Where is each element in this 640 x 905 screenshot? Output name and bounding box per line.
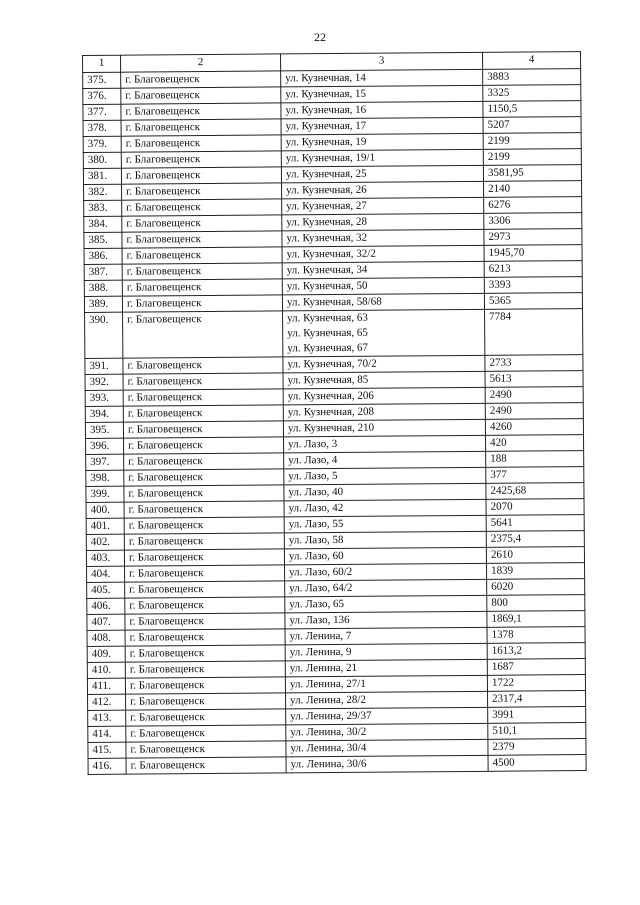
row-city-cell: г. Благовещенск [123,357,283,374]
row-value-cell: 2379 [488,739,586,756]
row-value-cell: 2490 [485,387,583,404]
row-value-cell: 2490 [485,403,583,420]
row-address-cell [285,627,487,645]
row-number-cell: 387. [84,264,122,280]
address-line: ул. Кузнечная, 63 [287,311,368,325]
row-value-cell: 1150,5 [483,101,581,118]
row-address-cell [281,117,483,135]
row-number-cell: 408. [87,630,125,646]
row-address-cell [285,643,487,661]
row-number-cell: 393. [85,390,123,406]
row-city-cell: г. Благовещенск [122,247,282,264]
address-line: ул. Кузнечная, 27 [286,199,367,213]
row-number-cell: 382. [84,184,122,200]
row-city-cell: г. Благовещенск [121,151,281,168]
row-value-cell: 188 [486,451,584,468]
address-line: ул. Ленина, 29/37 [290,709,372,723]
page-number: 22 [314,30,326,44]
row-city-cell: г. Благовещенск [124,533,284,550]
row-value-cell: 6020 [487,579,585,596]
row-number-cell: 410. [87,662,125,678]
row-value-cell: 3393 [484,277,582,294]
address-line: ул. Кузнечная, 34 [286,263,368,277]
row-value-cell: 3883 [483,69,581,86]
row-number-cell: 381. [83,168,121,184]
row-number-cell: 386. [84,248,122,264]
row-number-cell: 413. [88,710,126,726]
row-value-cell: 3991 [488,707,586,724]
row-address-cell [285,595,487,613]
row-value-cell: 2425,68 [486,483,584,500]
row-number-cell: 416. [88,758,126,774]
row-city-cell: г. Благовещенск [126,725,286,742]
row-value-cell: 2140 [484,181,582,198]
row-value-cell: 1722 [487,675,585,692]
row-address-cell [282,277,484,295]
row-number-cell: 391. [85,358,123,374]
row-address-cell [282,245,484,263]
row-value-cell: 2610 [486,547,584,564]
row-value-cell: 3581,95 [483,165,581,182]
row-value-cell: 3325 [483,85,581,102]
row-value-cell: 5207 [483,117,581,134]
row-city-cell: г. Благовещенск [122,231,282,248]
row-address-cell [284,483,486,501]
row-city-cell: г. Благовещенск [122,295,282,312]
row-city-cell: г. Благовещенск [126,693,286,710]
row-address-cell [283,355,485,373]
row-number-cell: 380. [83,152,121,168]
row-city-cell: г. Благовещенск [123,405,283,422]
address-line: ул. Кузнечная, 25 [285,167,367,181]
row-city-cell: г. Благовещенск [124,549,284,566]
address-line: ул. Кузнечная, 210 [287,421,375,435]
address-line: ул. Лазо, 64/2 [289,581,353,595]
row-number-cell: 394. [85,406,123,422]
address-line: ул. Кузнечная, 32 [286,231,368,245]
row-number-cell: 384. [84,216,122,232]
row-value-cell: 3306 [484,213,582,230]
row-value-cell: 4260 [485,419,583,436]
address-line: ул. Лазо, 4 [288,454,338,467]
row-address-cell [281,149,483,167]
address-line: ул. Кузнечная, 16 [285,103,367,117]
address-line: ул. Кузнечная, 70/2 [287,357,377,371]
row-city-cell: г. Благовещенск [123,421,283,438]
row-city-cell: г. Благовещенск [125,597,285,614]
row-value-cell: 6213 [484,261,582,278]
row-city-cell: г. Благовещенск [121,135,281,152]
column-header-city: 2 [121,54,281,72]
address-line: ул. Лазо, 3 [288,438,338,451]
row-number-cell: 415. [88,742,126,758]
row-address-cell [282,181,484,199]
row-address-cell [286,707,488,725]
address-line: ул. Кузнечная, 206 [287,389,374,403]
row-city-cell: г. Благовещенск [123,311,283,358]
address-line: ул. Кузнечная, 14 [285,71,366,85]
address-line: ул. Ленина, 9 [289,645,352,659]
address-line: ул. Лазо, 65 [289,597,345,611]
row-address-cell [283,387,485,405]
row-number-cell: 407. [87,614,125,630]
row-value-cell: 2317,4 [488,691,586,708]
address-line: ул. Ленина, 30/2 [290,725,367,739]
row-number-cell: 390. [85,312,123,358]
address-line: ул. Ленина, 21 [289,661,358,675]
row-address-cell [285,611,487,629]
address-line: ул. Ленина, 30/4 [290,741,367,755]
row-address-cell [284,531,486,549]
address-line: ул. Кузнечная, 58/68 [286,295,382,309]
row-address-cell [281,101,483,119]
column-header-address: 3 [280,52,482,71]
row-address-cell [282,261,484,279]
row-address-cell [281,133,483,151]
row-value-cell: 1613,2 [487,643,585,660]
row-city-cell: г. Благовещенск [125,629,285,646]
row-address-cell [285,579,487,597]
row-address-cell [282,213,484,231]
row-value-cell: 800 [487,595,585,612]
row-address-cell [285,563,487,581]
registry-table [82,51,587,775]
row-address-cell [286,755,488,773]
row-city-cell: г. Благовещенск [126,757,286,774]
address-line: ул. Кузнечная, 208 [287,405,375,419]
address-line: ул. Кузнечная, 50 [286,279,368,293]
row-number-cell: 412. [88,694,126,710]
row-number-cell: 414. [88,726,126,742]
row-address-cell [286,691,488,709]
row-address-cell [283,309,485,357]
row-city-cell: г. Благовещенск [125,677,285,694]
row-city-cell: г. Благовещенск [126,709,286,726]
row-city-cell: г. Благовещенск [122,183,282,200]
row-number-cell: 411. [87,678,125,694]
row-value-cell: 1378 [487,627,585,644]
row-city-cell: г. Благовещенск [122,263,282,280]
row-city-cell: г. Благовещенск [124,469,284,486]
table-row [88,755,586,775]
row-number-cell: 392. [85,374,123,390]
row-city-cell: г. Благовещенск [122,279,282,296]
column-header-value: 4 [482,52,580,70]
row-number-cell: 399. [86,486,124,502]
row-city-cell: г. Благовещенск [122,215,282,232]
column-header-number: 1 [83,55,121,72]
row-value-cell: 5365 [484,293,582,310]
row-city-cell: г. Благовещенск [124,517,284,534]
row-number-cell: 400. [86,502,124,518]
row-city-cell: г. Благовещенск [121,71,281,88]
row-address-cell [283,371,485,389]
row-value-cell: 1945,70 [484,245,582,262]
table-body [83,69,586,775]
row-city-cell: г. Благовещенск [121,87,281,104]
row-city-cell: г. Благовещенск [124,501,284,518]
row-city-cell: г. Благовещенск [125,661,285,678]
address-line: ул. Кузнечная, 19/1 [285,151,376,165]
address-line: ул. Лазо, 5 [288,470,338,483]
row-address-cell [285,659,487,677]
row-number-cell: 379. [83,136,121,152]
row-value-cell: 2973 [484,229,582,246]
row-city-cell: г. Благовещенск [125,645,285,662]
row-city-cell: г. Благовещенск [123,373,283,390]
row-value-cell: 377 [486,467,584,484]
address-line: ул. Лазо, 136 [289,613,350,627]
row-address-cell [284,435,486,453]
row-number-cell: 389. [84,296,122,312]
row-city-cell: г. Благовещенск [121,119,281,136]
row-number-cell: 406. [87,598,125,614]
row-number-cell: 388. [84,280,122,296]
row-value-cell: 2070 [486,499,584,516]
row-address-cell [281,165,483,183]
row-value-cell: 2199 [483,133,581,150]
address-line: ул. Кузнечная, 28 [286,215,368,229]
row-number-cell: 396. [86,438,124,454]
row-number-cell: 401. [86,518,124,534]
row-address-cell [284,499,486,517]
address-line: ул. Ленина, 7 [289,629,352,643]
row-address-cell [284,515,486,533]
row-city-cell: г. Благовещенск [122,199,282,216]
row-city-cell: г. Благовещенск [125,581,285,598]
row-number-cell: 404. [87,566,125,582]
row-number-cell: 375. [83,72,121,88]
row-address-cell [286,739,488,757]
row-value-cell: 1687 [487,659,585,676]
row-address-cell [286,723,488,741]
address-line: ул. Лазо, 55 [288,517,344,531]
row-value-cell: 510,1 [488,723,586,740]
row-city-cell: г. Благовещенск [123,389,283,406]
row-value-cell: 4500 [488,755,586,772]
address-line: ул. Кузнечная, 65 [287,326,368,340]
row-address-cell [284,467,486,485]
row-address-cell [282,293,484,311]
row-value-cell: 6276 [484,197,582,214]
row-number-cell: 378. [83,120,121,136]
address-line: ул. Ленина, 27/1 [289,677,366,691]
row-value-cell: 2375,4 [486,531,584,548]
address-line: ул. Кузнечная, 19 [285,135,367,149]
row-value-cell: 1869,1 [487,611,585,628]
row-address-cell [284,451,486,469]
row-number-cell: 402. [86,534,124,550]
address-line: ул. Лазо, 42 [288,501,344,515]
row-address-cell [282,229,484,247]
row-value-cell: 1839 [487,563,585,580]
table-row [85,309,583,359]
address-line: ул. Лазо, 40 [288,485,344,499]
row-city-cell: г. Благовещенск [125,613,285,630]
row-city-cell: г. Благовещенск [121,103,281,120]
row-number-cell: 409. [87,646,125,662]
address-line: ул. Лазо, 60/2 [289,565,353,579]
address-line: ул. Лазо, 58 [288,533,344,547]
address-line: ул. Ленина, 28/2 [290,693,366,707]
address-line: ул. Кузнечная, 85 [287,373,369,387]
address-line: ул. Кузнечная, 32/2 [286,247,376,261]
address-line: ул. Кузнечная, 15 [285,87,367,101]
row-address-cell [283,403,485,421]
row-number-cell: 383. [84,200,122,216]
row-address-cell [281,69,483,87]
row-number-cell: 376. [83,88,121,104]
address-line: ул. Ленина, 30/6 [290,757,367,771]
row-number-cell: 395. [85,422,123,438]
row-value-cell: 420 [485,435,583,452]
row-city-cell: г. Благовещенск [124,453,284,470]
row-number-cell: 397. [86,454,124,470]
row-number-cell: 403. [86,550,124,566]
row-address-cell [281,85,483,103]
row-number-cell: 385. [84,232,122,248]
row-value-cell: 2199 [483,149,581,166]
row-number-cell: 377. [83,104,121,120]
row-number-cell: 398. [86,470,124,486]
row-city-cell: г. Благовещенск [125,565,285,582]
row-value-cell: 5641 [486,515,584,532]
row-city-cell: г. Благовещенск [126,741,286,758]
row-address-cell [283,419,485,437]
address-line: ул. Кузнечная, 26 [286,183,367,197]
row-city-cell: г. Благовещенск [121,167,281,184]
row-city-cell: г. Благовещенск [124,485,284,502]
row-number-cell: 405. [87,582,125,598]
row-city-cell: г. Благовещенск [124,437,284,454]
row-value-cell: 5613 [485,371,583,388]
row-address-cell [285,675,487,693]
address-line: ул. Лазо, 60 [288,549,344,563]
row-address-cell [282,197,484,215]
row-value-cell: 7784 [485,309,583,356]
address-line: ул. Кузнечная, 67 [287,341,369,355]
row-address-cell [284,547,486,565]
row-value-cell: 2733 [485,355,583,372]
address-line: ул. Кузнечная, 17 [285,119,367,133]
